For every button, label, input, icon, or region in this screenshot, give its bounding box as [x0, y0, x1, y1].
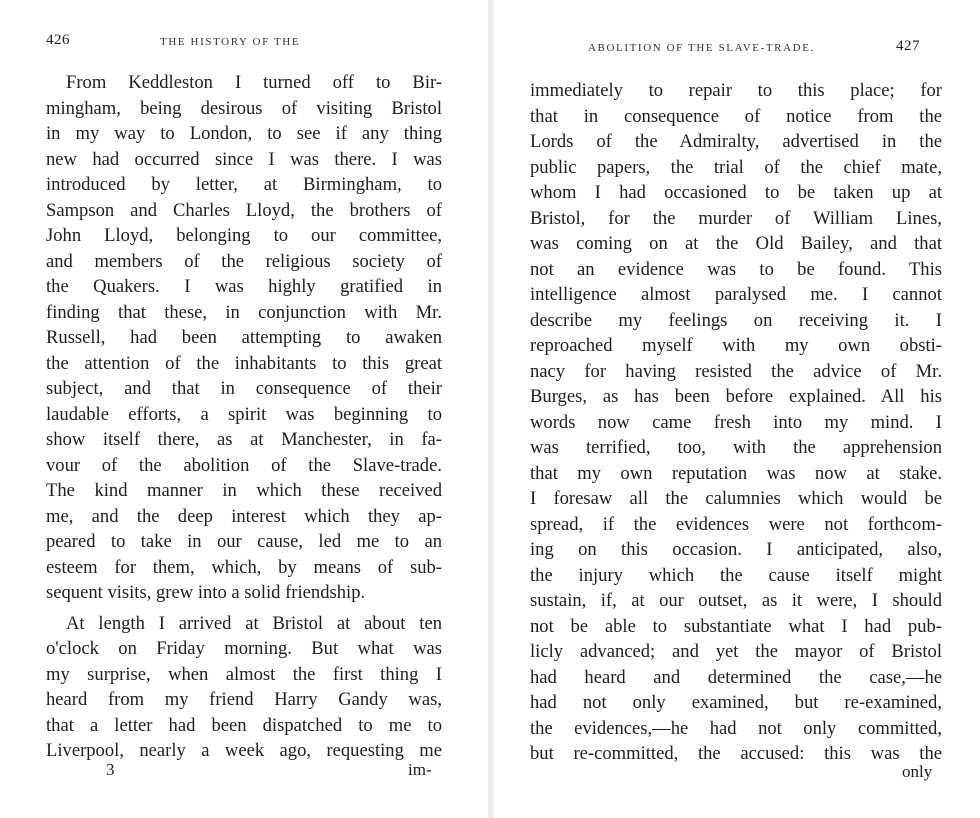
text-line: that a letter had been dispatched to me to	[46, 714, 442, 736]
text-line: the attention of the inhabitants to this great	[46, 352, 442, 374]
text-line: sustain, if, at our outset, as it were, I should	[530, 590, 942, 611]
right-page-number: 427	[896, 38, 920, 54]
text-line: heard from my friend Harry Gandy was,	[46, 689, 442, 710]
text-line: the evidences,—he had not only committed,	[530, 717, 942, 739]
text-line: public papers, the trial of the chief mate,	[530, 156, 942, 178]
text-line: me, and the deep interest which they ap-	[46, 505, 442, 527]
text-line: Bristol, for the murder of William Lines,	[530, 207, 942, 229]
left-page-number: 426	[46, 32, 70, 48]
text-line: subject, and that in consequence of their	[46, 378, 442, 399]
text-line: but re-committed, the accused: this was the	[530, 743, 942, 764]
text-line: Burges, as has been before explained. All his	[530, 386, 942, 407]
text-line: introduced by letter, at Birmingham, to	[46, 174, 442, 195]
left-body-text	[46, 70, 442, 764]
text-line: nacy for having resisted the advice of Mr.	[530, 360, 942, 382]
text-line: Sampson and Charles Lloyd, the brothers of	[46, 199, 442, 221]
text-line: describe my feelings on receiving it. I	[530, 309, 942, 331]
text-line: my surprise, when almost the first thing I	[46, 663, 442, 685]
text-line: ing on this occasion. I anticipated, also,	[530, 539, 942, 560]
text-line: licly advanced; and yet the mayor of Bristol	[530, 641, 942, 662]
text-line: Liverpool, nearly a week ago, requesting me	[46, 740, 442, 761]
right-page	[490, 0, 980, 818]
text-line: the Quakers. I was highly gratified in	[46, 276, 442, 297]
text-line: in my way to London, to see if any thing	[46, 123, 442, 144]
text-line: that my own reputation was now at stake.	[530, 462, 942, 484]
text-line: esteem for them, which, by means of sub-	[46, 556, 442, 578]
text-line: sequent visits, grew into a solid friendship.	[46, 582, 366, 603]
text-line: had not only examined, but re-examined,	[530, 692, 942, 713]
text-line: reproached myself with my own obsti-	[530, 335, 942, 356]
signature-mark: 3	[106, 760, 115, 779]
text-line: immediately to repair to this place; for	[530, 80, 942, 101]
text-line: words now came fresh into my mind. I	[530, 411, 942, 433]
text-line: John Lloyd, belonging to our committee,	[46, 225, 442, 246]
left-running-head: THE HISTORY OF THE	[160, 36, 301, 48]
right-running-head: ABOLITION OF THE SLAVE-TRADE.	[588, 42, 815, 54]
right-catchword: only	[902, 762, 933, 781]
text-line: The kind manner in which these received	[46, 480, 442, 501]
text-line: that in consequence of notice from the	[530, 105, 942, 127]
text-line: new had occurred since I was there. I was	[46, 148, 442, 170]
text-line: From Keddleston I turned off to Bir-	[66, 72, 442, 93]
text-line: was terrified, too, with the apprehension	[530, 437, 942, 458]
text-line: laudable efforts, a spirit was beginning to	[46, 403, 442, 425]
text-line: Russell, had been attempting to awaken	[46, 327, 442, 348]
text-line: spread, if the evidences were not forthcom-	[530, 513, 942, 535]
text-line: finding that these, in conjunction with Mr.	[46, 301, 442, 323]
left-catchword: im-	[408, 760, 432, 779]
text-line: whom I had occasioned to be taken up at	[530, 182, 942, 203]
text-line: intelligence almost paralysed me. I cannot	[530, 284, 942, 305]
text-line: mingham, being desirous of visiting Bristol	[46, 97, 442, 119]
text-line: o'clock on Friday morning. But what was	[46, 638, 442, 659]
text-line: had heard and determined the case,—he	[530, 666, 942, 688]
text-line: I foresaw all the calumnies which would be	[530, 488, 942, 509]
text-line: Lords of the Admiralty, advertised in the	[530, 131, 942, 152]
text-line: not an evidence was to be found. This	[530, 258, 942, 280]
text-line: At length I arrived at Bristol at about ten	[66, 612, 442, 634]
right-body-text	[530, 78, 942, 767]
text-line: show itself there, as at Manchester, in fa-	[46, 429, 442, 450]
text-line: was coming on at the Old Bailey, and that	[530, 233, 942, 254]
text-line: the injury which the cause itself might	[530, 564, 942, 586]
text-line: and members of the religious society of	[46, 250, 442, 272]
text-line: peared to take in our cause, led me to an	[46, 531, 442, 552]
text-line: vour of the abolition of the Slave-trade.	[46, 454, 442, 476]
text-line: not be able to substantiate what I had pub-	[530, 615, 942, 637]
